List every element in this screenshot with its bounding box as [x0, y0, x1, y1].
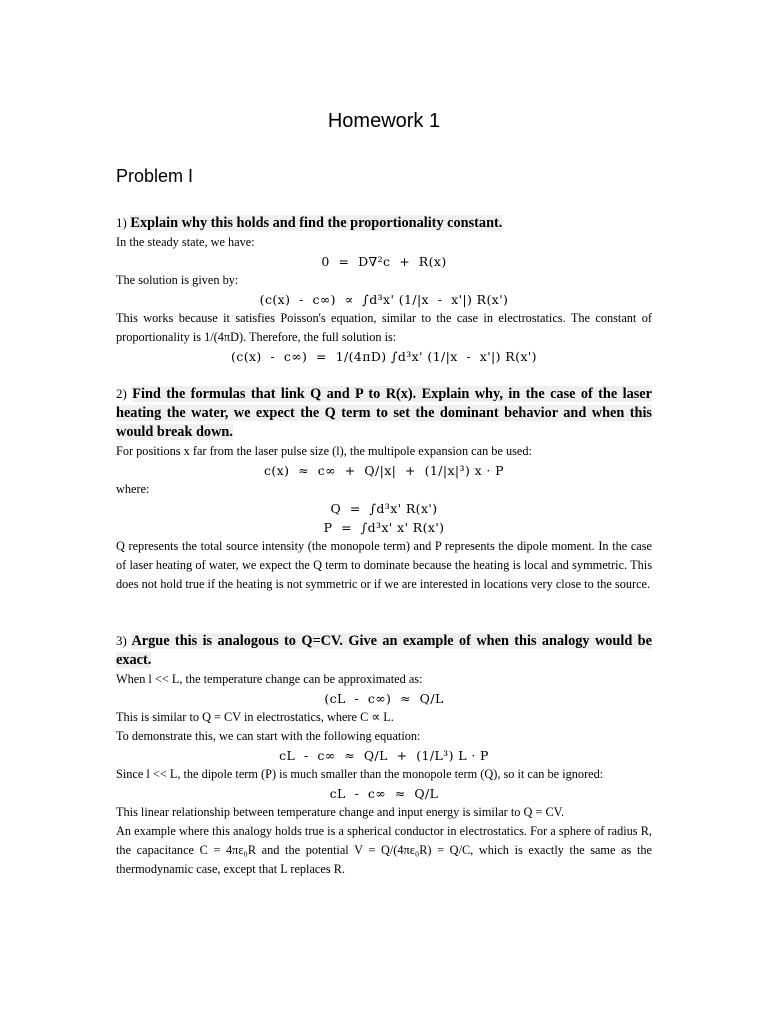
problem-heading: Problem I	[116, 166, 194, 186]
q3-equation-1: (cL - c∞) ≈ Q/L	[324, 691, 444, 706]
q2-equation-2: Q = ∫d³x' R(x')	[330, 501, 438, 516]
q3-linear: This linear relationship between temperature change and input energy is similar to Q = CV.	[116, 805, 565, 819]
q3-since: Since l << L, the dipole term (P) is much smaller than the monopole term (Q), so it can be ignored:	[116, 767, 604, 781]
q3-example: An example where this analogy holds true is a spherical conductor in electrostatics. For a sphere of radius R, the capacitance C = 4πε₀R and the potential V = Q/(4πε₀R) = Q/C, which is exactly the same as the thermodynamic case, except that L replaces R.	[116, 824, 652, 876]
q1-intro: In the steady state, we have:	[116, 235, 255, 249]
question-1-text: Explain why this holds and find the proportionality constant.	[130, 215, 503, 231]
q3-equation-3: cL - c∞ ≈ Q/L	[329, 786, 439, 801]
question-1-heading	[116, 213, 652, 233]
question-3-section	[116, 631, 652, 879]
q3-similar: This is similar to Q = CV in electrostatics, where C ∝ L.	[116, 710, 394, 724]
q3-demonstrate: To demonstrate this, we can start with the following equation:	[116, 729, 421, 743]
q2-equation-1: c(x) ≈ c∞ + Q/|x| + (1/|x|³) x · P	[263, 463, 504, 478]
question-2-section	[116, 384, 652, 594]
question-3-text: Argue this is analogous to Q=CV. Give an example of when this analogy would be exact.	[116, 633, 652, 668]
question-3-number: 3)	[116, 633, 127, 648]
question-1-section	[116, 213, 652, 366]
q3-intro: When l << L, the temperature change can be approximated as:	[116, 672, 423, 686]
q1-equation-1: 0 = D∇²c + R(x)	[321, 254, 447, 269]
question-1-number: 1)	[116, 215, 127, 230]
q1-explanation: This works because it satisfies Poisson's equation, similar to the case in electrostatics. The constant of proportionality is 1/(4πD). Therefore, the full solution is:	[116, 311, 652, 344]
q2-equation-3: P = ∫d³x' x' R(x')	[323, 520, 445, 535]
question-3-heading	[116, 631, 652, 670]
question-2-heading	[116, 384, 652, 442]
q1-solution-intro: The solution is given by:	[116, 273, 239, 287]
q1-equation-3: (c(x) - c∞) = 1/(4πD) ∫d³x' (1/|x - x'|) R(x')	[231, 349, 537, 364]
question-2-number: 2)	[116, 386, 127, 401]
q1-equation-2: (c(x) - c∞) ∝ ∫d³x' (1/|x - x'|) R(x')	[259, 292, 509, 307]
question-2-text: Find the formulas that link Q and P to R(x). Explain why, in the case of the laser heating the water, we expect the Q term to set the dominant behavior and when this would break down.	[116, 386, 652, 440]
q2-explanation: Q represents the total source intensity (the monopole term) and P represents the dipole moment. In the case of laser heating of water, we expect the Q term to dominate because the heating is local and symmetric. This does not hold true if the heating is not symmetric or if we are interested in locations very close to the source.	[116, 539, 652, 591]
q3-equation-2: cL - c∞ ≈ Q/L + (1/L³) L · P	[279, 748, 489, 763]
q2-where: where:	[116, 482, 150, 496]
page-title: Homework 1	[327, 110, 441, 132]
q2-intro: For positions x far from the laser pulse size (l), the multipole expansion can be used:	[116, 444, 532, 458]
